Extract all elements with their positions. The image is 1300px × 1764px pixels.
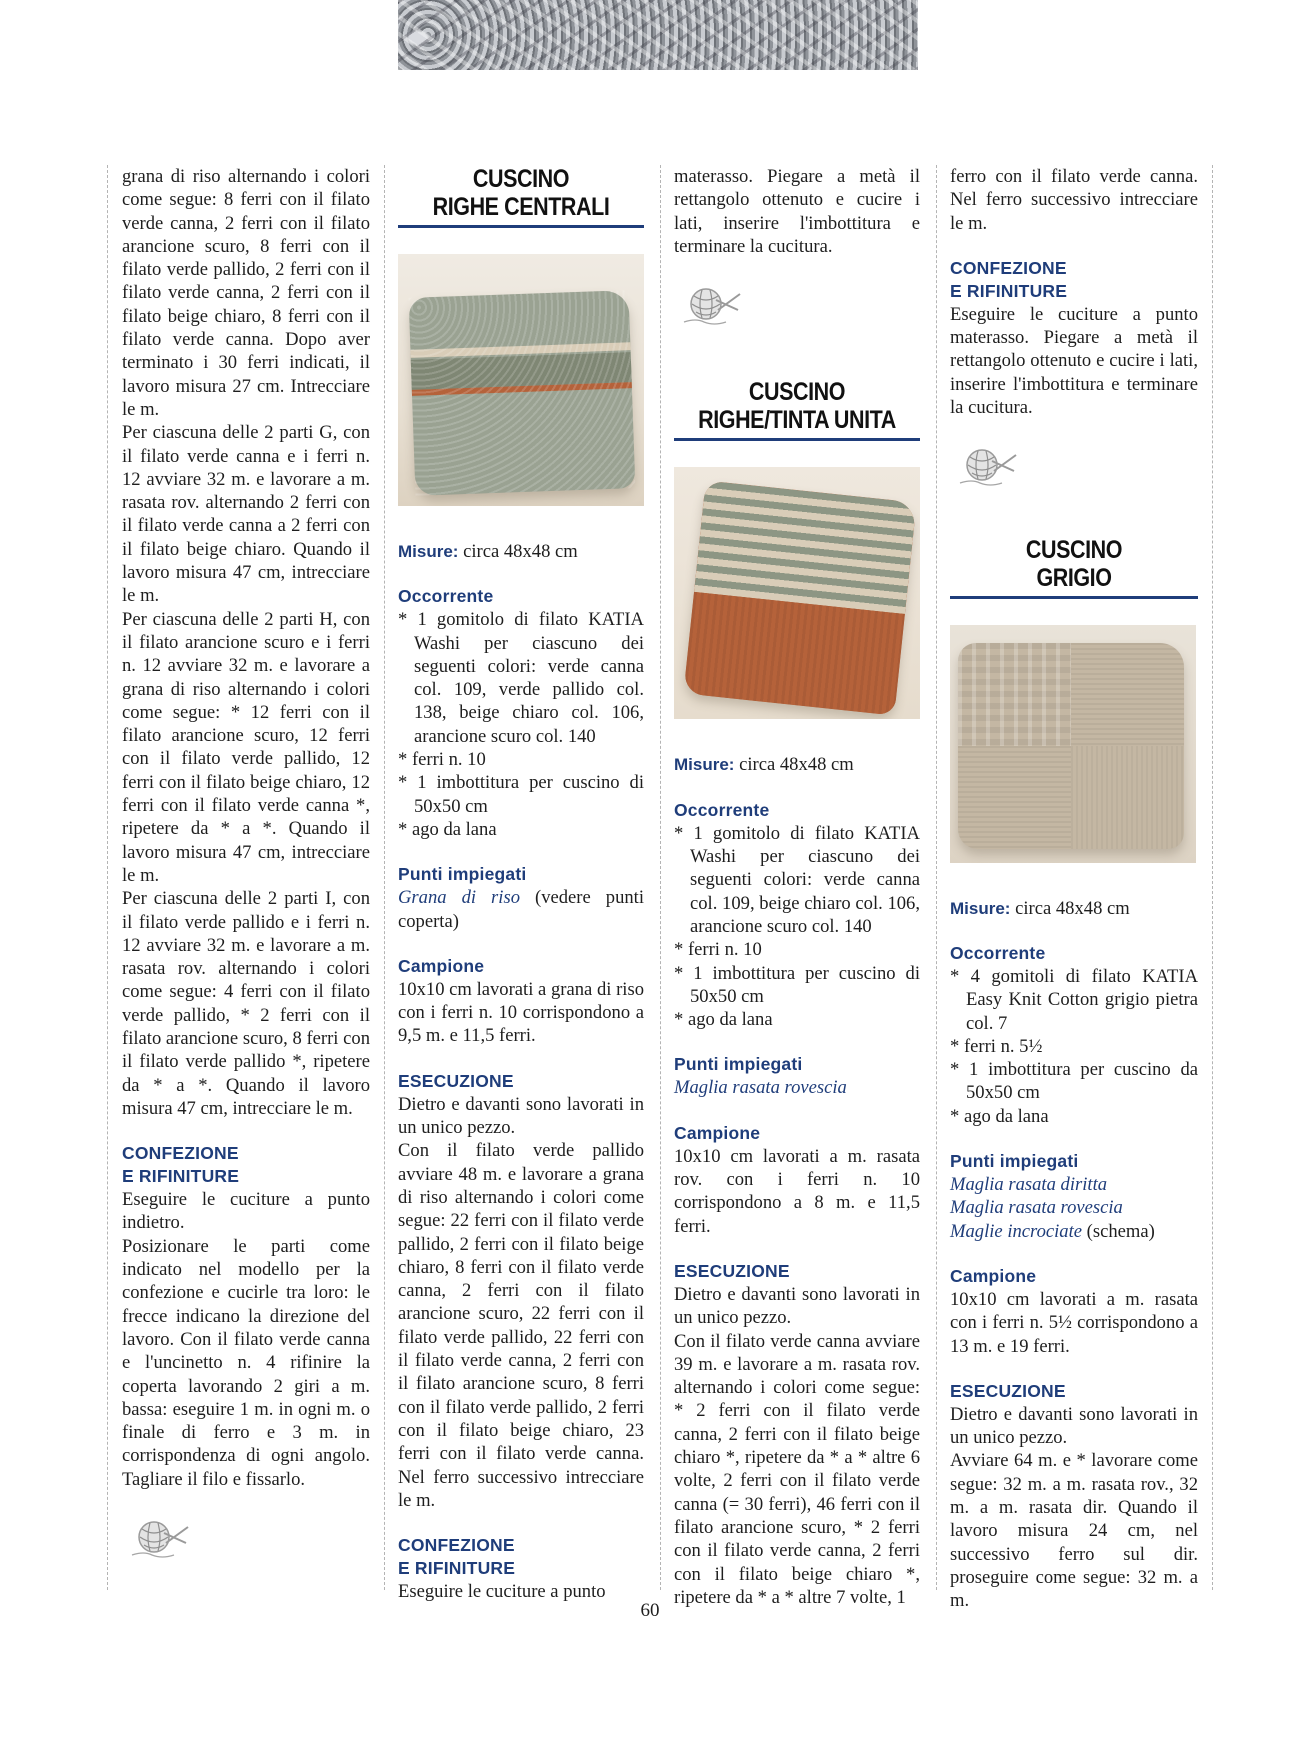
paragraph: Con il filato verde canna avviare 39 m. e lavorare a m. rasata rov. alternando i colori come segue: * 2 ferri con il filato verde canna, 2 ferri con il filato beige chiaro *, ripetere da * a * altre 6 volte, 2 ferri con il filato verde canna (= 30 ferri), 46 ferri con il filato arancione scuro, * 2 ferri con il filato verde canna, 2 ferri con il filato beige chiaro *, ripetere da * a * altre 7 volte, 1 — [674, 1330, 920, 1608]
paragraph: Dietro e davanti sono lavorati in un unico pezzo. — [398, 1093, 644, 1139]
paragraph: Eseguire le cuciture a punto indietro. — [122, 1189, 370, 1234]
paragraph: Con il filato verde pallido avviare 48 m. e lavorare a grana di riso alternando i colori come segue: 22 ferri con il filato verde pallido, 2 ferri con il filato beige chiaro, 8 ferri con il filato verde canna, 2 ferri con il filato arancione scuro, 22 ferri con il filato verde pallido, 22 ferri con il filato verde canna, 2 ferri con il filato arancione scuro, 8 ferri con il filato verde pallido, 2 ferri con il filato beige chiaro, 23 ferri con il filato verde canna. Nel ferro successivo intrecciare le m. — [398, 1140, 644, 1511]
column-1 — [122, 165, 370, 1567]
stitch-line: Maglia rasata rovescia — [950, 1197, 1123, 1219]
list-item: * 1 imbottitura per cuscino di 50x50 cm — [398, 772, 644, 817]
paragraph: materasso. Piegare a metà il rettangolo ottenuto e cucire i lati, inserire l'imbottitura e terminare la cucitura. — [674, 166, 920, 257]
section-heading: ESECUZIONE — [398, 1070, 514, 1091]
title-line: RIGHE/TINTA UNITA — [698, 406, 896, 435]
paragraph: Eseguire le cuciture a punto materasso. Piegare a metà il rettangolo ottenuto e cucire i lati, inserire l'imbottitura e terminare la cucitura. — [950, 303, 1198, 419]
measure-line: Misure: circa 48x48 cm — [674, 754, 854, 776]
cushion-photo-grigio — [950, 625, 1196, 863]
materials-list — [398, 608, 644, 841]
list-item: * ago da lana — [674, 1009, 773, 1031]
title-line: CUSCINO — [1025, 535, 1123, 564]
section-heading: Punti impiegati — [674, 1054, 803, 1075]
cushion-photo-tinta-unita — [674, 467, 920, 719]
paragraph: ferro con il filato verde canna. Nel ferro successivo intrecciare le m. — [950, 166, 1198, 234]
section-heading: CONFEZIONE — [122, 1143, 239, 1164]
section-heading: ESECUZIONE — [950, 1380, 1066, 1401]
list-item: * ferri n. 10 — [674, 939, 762, 961]
materials-list — [950, 965, 1198, 1128]
paragraph: 10x10 cm lavorati a grana di riso con i ferri n. 10 corrispondono a 9,5 m. e 11,5 ferri. — [398, 978, 644, 1047]
paragraph: Per ciascuna delle 2 parti H, con il filato arancione scuro e i ferri n. 12 avviare 32 m. e lavorare a grana di riso alternando i colori come segue: * 12 ferri con il filato arancione scuro, 12 ferri con il filato verde pallido, 12 ferri con il filato beige chiaro, 12 ferri con il filato verde canna *, ripetere da * a *. Quando il lavoro misura 47 cm, intrecciare le m. — [122, 608, 370, 886]
list-item: * 1 gomitolo di filato KATIA Washi per ciascuno dei seguenti colori: verde canna col. 109, verde pallido col. 138, beige chiaro col. 106, arancione scuro col. 140 — [398, 609, 644, 747]
column-divider — [384, 165, 385, 1590]
section-heading: Punti impiegati — [950, 1151, 1079, 1172]
column-divider — [936, 165, 937, 1590]
section-heading: E RIFINITURE — [950, 280, 1068, 301]
cushion — [958, 643, 1184, 849]
column-4 — [950, 165, 1198, 1613]
paragraph: Dietro e davanti sono lavorati in un unico pezzo. — [950, 1403, 1198, 1449]
list-item: * ago da lana — [398, 818, 497, 840]
section-heading: CONFEZIONE — [950, 257, 1067, 278]
section-heading: E RIFINITURE — [122, 1166, 240, 1187]
yarn-ball-icon — [950, 441, 1020, 489]
paragraph: Eseguire le cuciture a punto — [398, 1581, 606, 1603]
list-item: * 1 imbottitura per cuscino da 50x50 cm — [950, 1059, 1198, 1104]
title-line: GRIGIO — [1036, 563, 1112, 592]
column-divider — [660, 165, 661, 1590]
paragraph: 10x10 cm lavorati a m. rasata rov. con i ferri n. 10 corrispondono a 8 m. e 11,5 ferri. — [674, 1145, 920, 1237]
yarn-ball-icon — [122, 1513, 192, 1561]
measure-line: Misure: circa 48x48 cm — [950, 897, 1130, 919]
pattern-title — [398, 165, 644, 228]
stitch-line: Maglia rasata diritta — [950, 1174, 1108, 1196]
cushion — [409, 290, 636, 496]
paragraph: Per ciascuna delle 2 parti G, con il filato verde canna e i ferri n. 12 avviare 32 m. e lavorare a m. rasata rov. alternando 2 ferri con il filato verde canna a 2 ferri con il filato beige chiaro. Quando il lavoro misura 47 cm, intrecciare le m. — [122, 422, 370, 607]
section-heading: ESECUZIONE — [674, 1260, 790, 1281]
cushion — [683, 481, 916, 716]
lace-knit-photo — [398, 0, 918, 70]
paragraph: Avviare 64 m. e * lavorare come segue: 32 m. a m. rasata rov., 32 m. a m. rasata dir. Quando il lavoro misura 24 cm, nel successivo ferro sul dir. proseguire come segue: 32 m. a m. — [950, 1450, 1198, 1612]
stitch-line: Maglie incrociate (schema) — [950, 1220, 1155, 1242]
section-heading: E RIFINITURE — [398, 1558, 516, 1579]
paragraph: Posizionare le parti come indicato nel modello per la confezione e cucirle tra loro: le frecce indicano la direzione del lavoro. Con il filato verde canna e l'uncinetto n. 4 rifinire la coperta lavorando 2 giri a m. bassa: eseguire 1 m. in ogni m. o finale di ferro e 3 m. in corrispondenza di ogni angolo. Tagliare il filo e fissarlo. — [122, 1235, 370, 1490]
paragraph: grana di riso alternando i colori come segue: 8 ferri con il filato verde canna, 2 ferri con il filato arancione scuro, 8 ferri con il filato verde pallido, 2 ferri con il filato verde canna, 2 ferri con il filato beige chiaro, 8 ferri con il filato verde canna. Dopo aver terminato i 30 ferri indicati, il lavoro misura 27 cm. Intrecciare le m. — [122, 166, 370, 420]
page-number: 60 — [640, 1600, 660, 1621]
list-item: * 1 imbottitura per cuscino di 50x50 cm — [674, 962, 920, 1007]
section-heading: Occorrente — [398, 586, 494, 607]
paragraph: 10x10 cm lavorati a m. rasata con i ferri n. 5½ corrispondono a 13 m. e 19 ferri. — [950, 1288, 1198, 1357]
cushion-photo-centrali — [398, 254, 644, 506]
column-3 — [674, 165, 920, 1609]
section-heading: Campione — [398, 955, 485, 976]
column-divider — [1212, 165, 1213, 1590]
stitch-line: Maglia rasata rovescia — [674, 1077, 847, 1099]
pattern-title — [674, 378, 920, 441]
yarn-ball-icon — [674, 280, 744, 328]
paragraph: Dietro e davanti sono lavorati in un unico pezzo. — [674, 1283, 920, 1329]
column-2 — [398, 165, 644, 1603]
title-line: RIGHE CENTRALI — [432, 193, 610, 221]
section-heading: CONFEZIONE — [398, 1535, 515, 1556]
column-divider — [107, 165, 108, 1590]
section-heading: Occorrente — [950, 942, 1046, 963]
list-item: * ago da lana — [950, 1105, 1049, 1127]
section-heading: Campione — [950, 1265, 1037, 1286]
list-item: * ferri n. 10 — [398, 749, 486, 771]
paragraph: Per ciascuna delle 2 parti I, con il filato verde pallido e i ferri n. 12 avviare 32 m. e lavorare a m. rasata rov. alternando i colori come segue: 4 ferri con il filato verde pallido, * 2 ferri con il filato arancione scuro, 8 ferri con il filato verde pallido *, ripetere da * a *. Quando il lavoro misura 47 cm, intrecciare le m. — [122, 888, 370, 1119]
list-item: * ferri n. 5½ — [950, 1035, 1043, 1057]
materials-list — [674, 822, 920, 1032]
section-heading: Campione — [674, 1122, 761, 1143]
list-item: * 1 gomitolo di filato KATIA Washi per ciascuno dei seguenti colori: verde canna col. 109, beige chiaro col. 106, arancione scuro col. 140 — [674, 822, 920, 937]
list-item: * 4 gomitoli di filato KATIA Easy Knit Cotton grigio pietra col. 7 — [950, 965, 1198, 1034]
pattern-title — [950, 536, 1198, 599]
title-line: CUSCINO — [472, 165, 570, 193]
section-heading: Punti impiegati — [398, 864, 527, 885]
title-line: CUSCINO — [748, 378, 846, 407]
measure-line: Misure: circa 48x48 cm — [398, 541, 578, 562]
stitch-line: Grana di riso (vedere punti coperta) — [398, 887, 644, 932]
section-heading: Occorrente — [674, 799, 770, 820]
